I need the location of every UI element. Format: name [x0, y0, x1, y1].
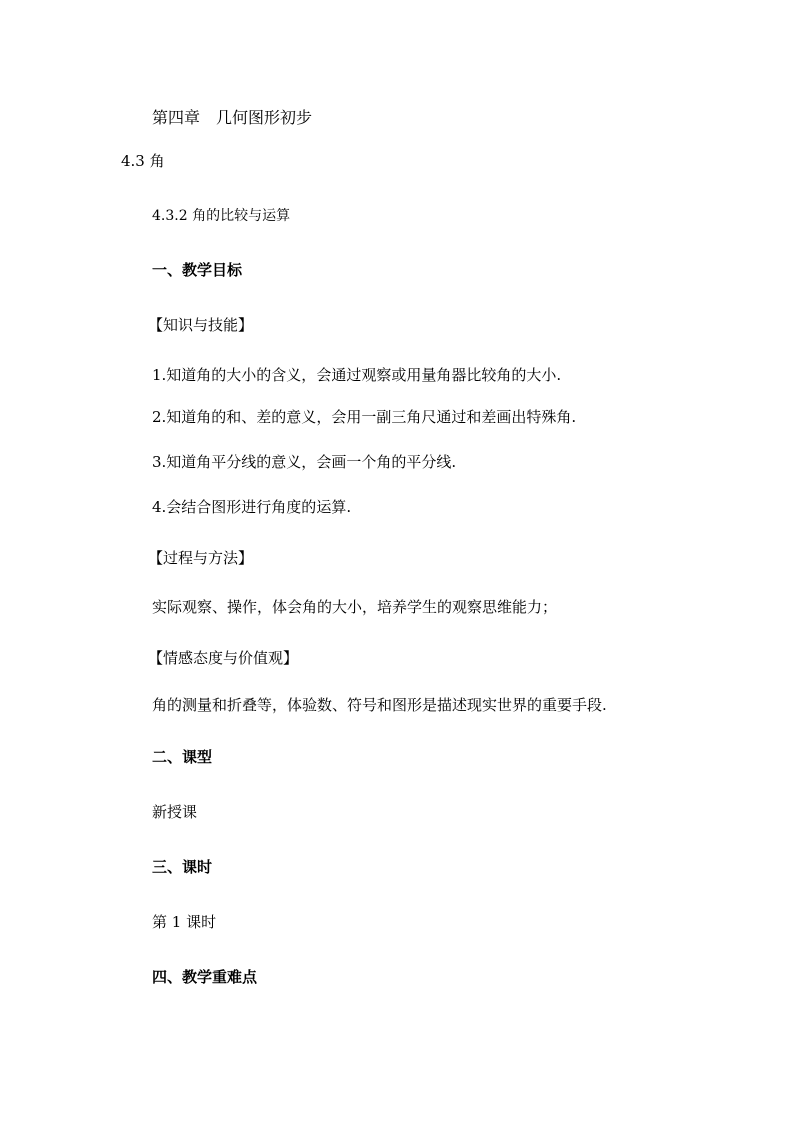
chapter-number: 第四章: [152, 108, 201, 127]
heading-key-points: 四、教学重难点: [152, 968, 258, 986]
heading-objectives: 一、教学目标: [152, 261, 243, 279]
process-method-label: 【过程与方法】: [148, 549, 254, 567]
class-hours-value: 第 1 课时: [152, 913, 217, 931]
lesson-type-value: 新授课: [152, 803, 198, 821]
chapter-title: 几何图形初步: [216, 108, 313, 127]
chapter-heading: [152, 108, 312, 128]
subsection-heading: 4.3.2 角的比较与运算: [152, 208, 291, 224]
objective-item-1: 1.知道角的大小的含义，会通过观察或用量角器比较角的大小.: [152, 366, 562, 384]
heading-lesson-type: 二、课型: [152, 748, 213, 766]
objective-item-2: 2.知道角的和、差的意义，会用一副三角尺通过和差画出特殊角.: [152, 408, 577, 426]
knowledge-skills-label: 【知识与技能】: [148, 316, 254, 334]
emotion-values-text: 角的测量和折叠等，体验数、符号和图形是描述现实世界的重要手段.: [152, 696, 607, 714]
emotion-values-label: 【情感态度与价值观】: [148, 649, 299, 667]
process-method-text: 实际观察、操作，体会角的大小，培养学生的观察思维能力；: [152, 598, 558, 616]
objective-item-4: 4.会结合图形进行角度的运算.: [152, 498, 352, 516]
section-heading: 4.3 角: [121, 152, 165, 170]
heading-class-hours: 三、课时: [152, 858, 213, 876]
objective-item-3: 3.知道角平分线的意义，会画一个角的平分线.: [152, 453, 457, 471]
